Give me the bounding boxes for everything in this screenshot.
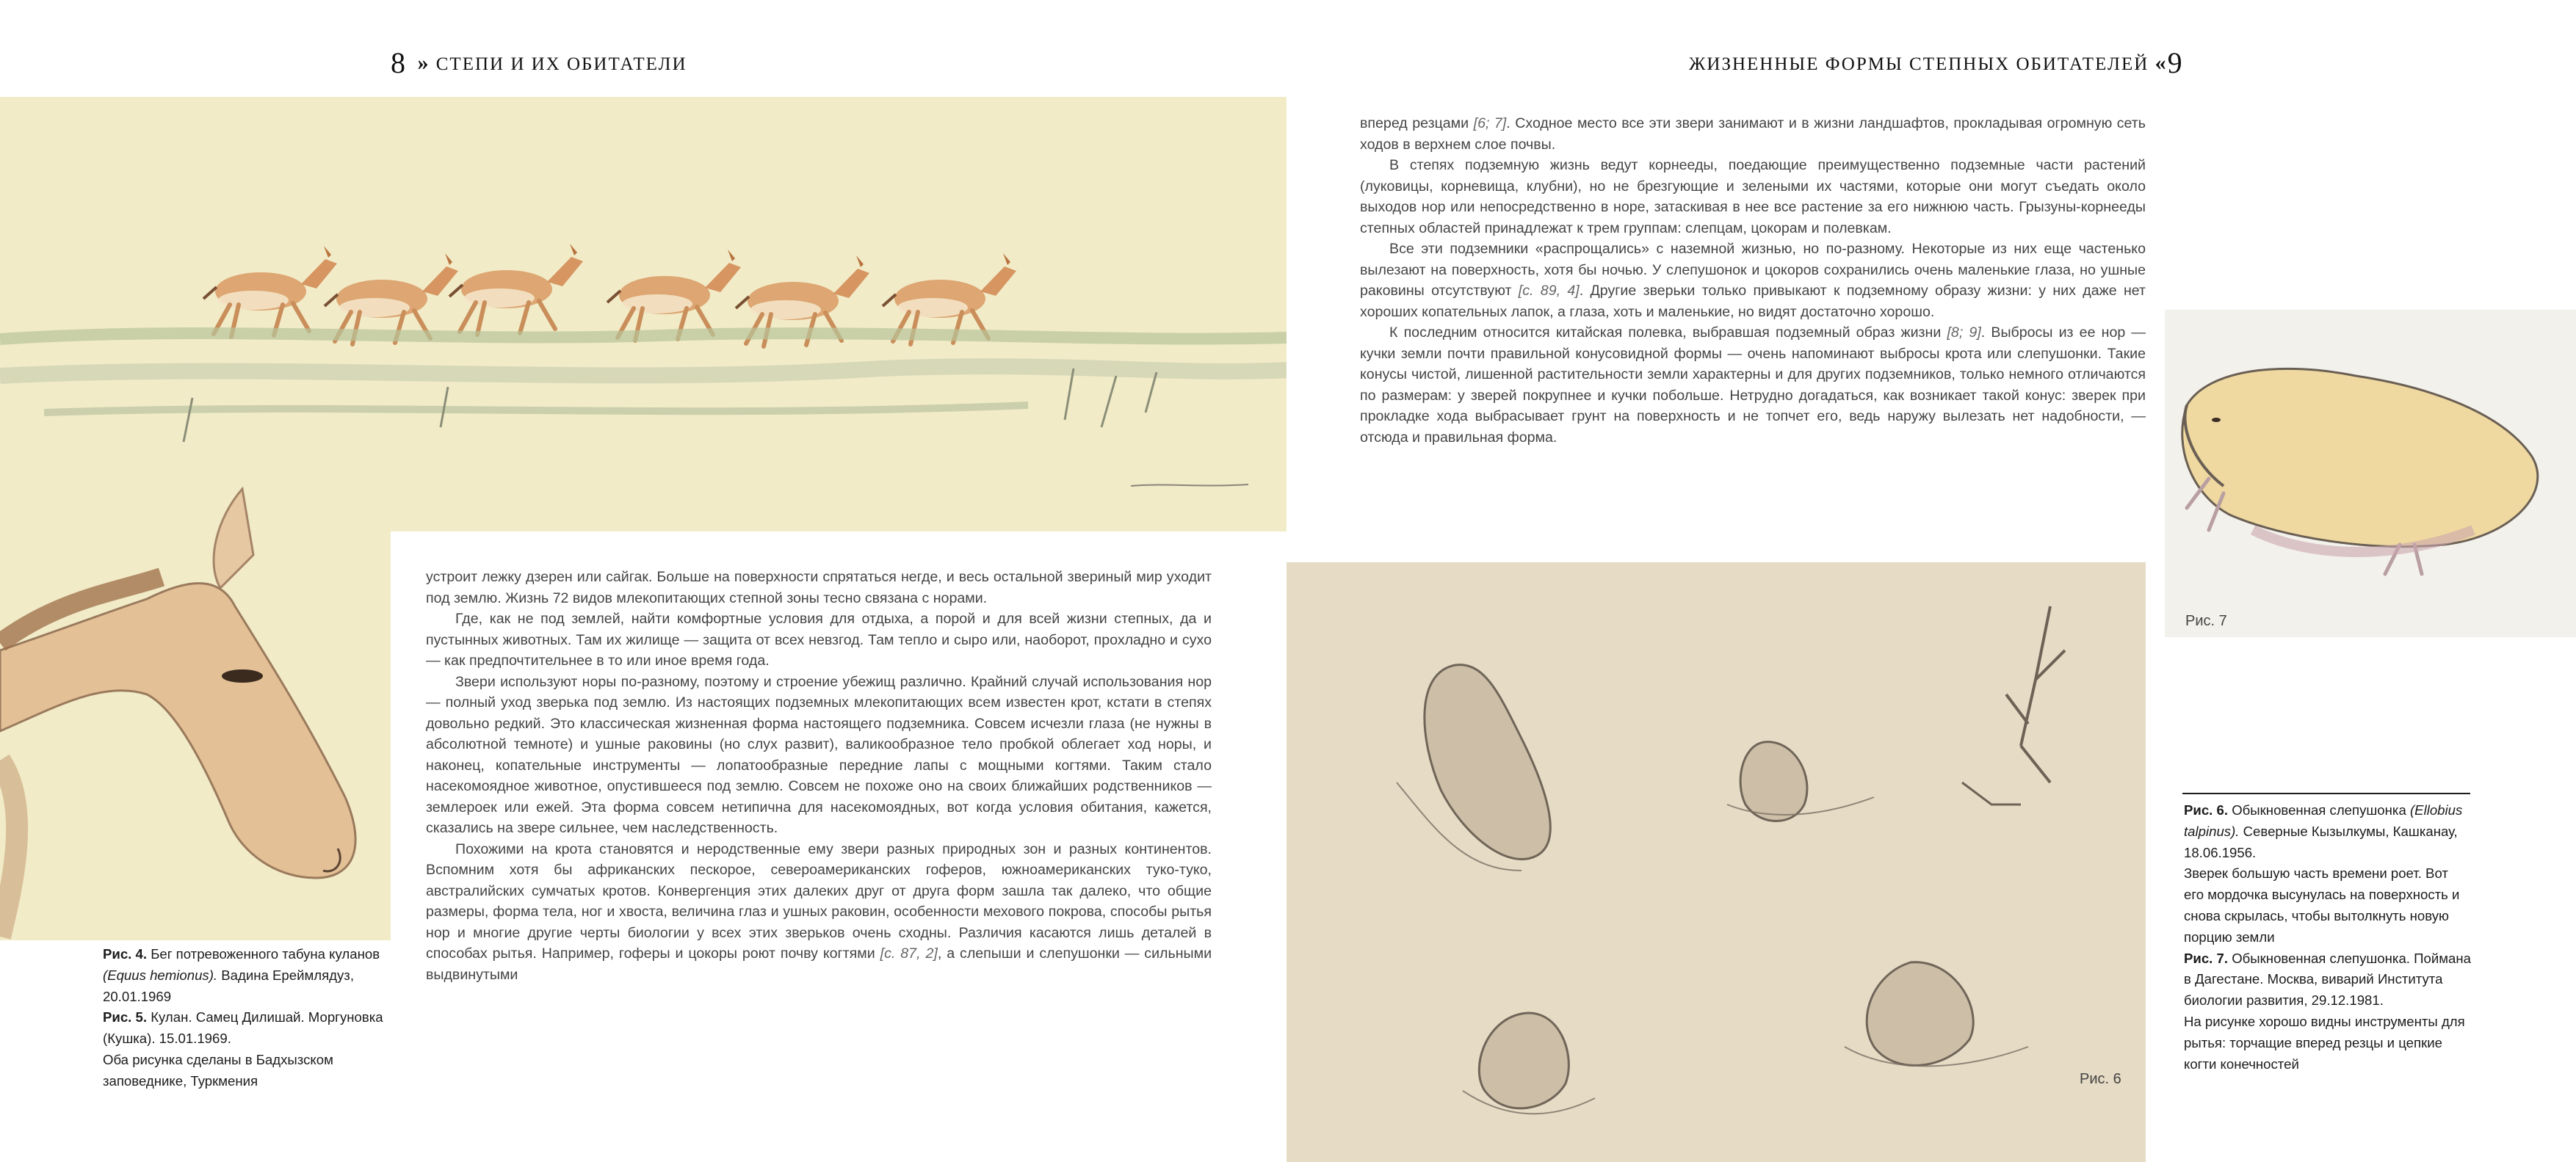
paragraph-text: Все эти подземники «распрощались» с наземной жизнью, но по-разному. Некоторые из них еще частенько вылезают на поверхность, хотя бы ночью. У слепушонок и цокоров сохранились очень маленькие глаза, но ушные раковины отсутствуют [1360, 241, 2146, 299]
paragraph-text: К последним относится китайская полевка, выбравшая подземный образ жизни [1389, 324, 1942, 341]
fig7-tag: Рис. 7 [2185, 613, 2227, 629]
fig6-place: Северные Кызылкумы, Кашканау, 18.06.1956. [2184, 823, 2458, 860]
fig4-place: Вадина Ереймлядуз, 20.01.1969 [103, 967, 354, 1004]
kulan-head-illustration [0, 467, 391, 940]
fig4-latin: (Equus hemionus). [103, 967, 218, 983]
paragraph-text: . Другие зверьки только привыкают к подземному образу жизни: у них даже нет хороших копательных лапок, а глаза, хоть и маленькие, но видят достаточно хорошо. [1360, 283, 2146, 320]
chevron-left-icon: « [2154, 51, 2168, 75]
fig7-caption [2184, 948, 2472, 1012]
kulan-head-drawing [0, 467, 391, 940]
paragraph: Звери используют норы по-разному, поэтому и строение убежищ различно. Крайний случай использования нор — полный уход зверька под землю. Из настоящих подземных млекопитающих всем известен крот, кстати в степях довольно редкий. Это классическая жизненная форма настоящего подземника. Совсем исчезли глаза (не нужны в абсолютной темноте) и ушные раковины (но слух развит), валикообразное тело пробкой облегает ход норы, и наконец, копательные инструменты — лопатообразные передние лапы с мощными когтями. Таким стало насекомоядное животное, опустившееся под землю. Совсем не похоже оно на своих ближайших родственников — землероек или ежей. Эта форма совсем нетипична для насекомоядных, вот когда условия обитания, кажется, сказались на звере сильнее, чем наследственность. [426, 673, 1212, 836]
fig6-tag: Рис. 6 [2080, 1071, 2121, 1087]
figure-reference: [с. 89, 4] [1518, 283, 1580, 299]
paragraph-text: , а слепыши и слепушонки — сильными выдвинутыми [426, 945, 1212, 983]
figure-reference: [8; 9] [1947, 324, 1981, 341]
right-page-number: 9 [2167, 46, 2182, 79]
fig4-text: Бег потревоженного табуна куланов [151, 946, 380, 962]
right-section-title: ЖИЗНЕННЫЕ ФОРМЫ СТЕПНЫХ ОБИТАТЕЛЕЙ [1689, 54, 2149, 74]
caption-divider [2182, 793, 2470, 794]
left-page-number: 8 [391, 46, 405, 79]
paragraph-text: Похожими на крота становятся и неродственные ему звери разных природных зон и разных континентов. Вспомним хотя бы африканских пескорое, североамериканских гоферов, южноамериканских туко-туко, австралийских сумчатых кротов. Конвергенция этих далеких друг от друга форм зашла так далеко, что общие размеры, форма тела, ног и хвоста, величина глаз и ушных раковин, особенности мехового покрова, способы рытья нор и многие другие черты биологии у всех этих зверьков очень сходны. Различия касаются лишь деталей в способах рытья. Например, гоферы и цокоры роют почву когтями [426, 840, 1212, 962]
fig5-text: Кулан. Самец Дилишай. Моргуновка (Кушка). 15.01.1969. [103, 1009, 383, 1047]
fig5-label: Рис. 5. [103, 1009, 148, 1025]
figure-reference: [6; 7] [1473, 115, 1507, 131]
fig5-caption [103, 1007, 395, 1050]
fig6-label: Рис. 6. [2184, 802, 2229, 818]
left-section-title: СТЕПИ И ИХ ОБИТАТЕЛИ [435, 54, 687, 74]
figure-reference: [с. 87, 2] [880, 945, 938, 962]
left-running-head [391, 46, 687, 80]
paragraph: В степях подземную жизнь ведут корнееды, поедающие преимущественно подземные части растений (луковицы, корневища, клубни), но не брезгующие и зелеными их частями, которые они могут съедать около выходов нор или непосредственно в норе, затаскивая в нее все растение за его нижнюю часть. Грызуны-корнееды степных областей принадлежат к трем группам: слепцам, цокорам и полевкам. [1360, 157, 2146, 236]
right-running-head [1689, 46, 2182, 80]
fig7-description: На рисунке хорошо видны инструменты для рытья: торчащие вперед резцы и цепкие когти конечностей [2184, 1013, 2465, 1072]
left-figure-caption [103, 944, 395, 1092]
left-body-text [426, 567, 1212, 985]
paragraph [1360, 113, 2146, 155]
fig7-label: Рис. 7. [2184, 950, 2229, 966]
fig6-text: Обыкновенная слепушонка [2232, 802, 2406, 818]
fig6-caption [2184, 800, 2472, 863]
paragraph [426, 839, 1212, 986]
fig7-text: Обыкновенная слепушонка. Поймана в Дагестане. Москва, виварий Института биологии развития, 29.12.1981. [2184, 950, 2471, 1009]
mole-vole-sketches-illustration [1287, 562, 2146, 1162]
fig6-latin: (Ellobius talpinus). [2184, 802, 2463, 839]
mole-vole-illustration [2165, 310, 2576, 637]
right-body-text [1360, 113, 2146, 448]
paragraph [1360, 322, 2146, 448]
figures-note: Оба рисунка сделаны в Бадхызском заповеднике, Туркмения [103, 1051, 333, 1089]
paragraph-text: . Выбросы из ее нор — кучки земли почти правильной конусовидной формы — очень напоминают выбросы крота или слепушонки. Такие конусы чистой, лишенной растительности земли характерны и для других подземников, только немного отличаются по размерам: у зверей покрупнее и кучки побольше. Нетрудно догадаться, как возникает такой конус: зверек при прокладке хода выбрасывает грунт на поверхность и не топчет его, ведь наружу вылезать нет надобности, — отсюда и правильная форма. [1360, 324, 2146, 446]
paragraph: устроит лежку дзерен или сайгак. Больше на поверхности спрятаться негде, и весь остальной звериный мир уходит под землю. Жизнь 72 видов млекопитающих степной зоны тесно связана с норами. [426, 569, 1212, 606]
paragraph [1360, 239, 2146, 322]
paragraph: Где, как не под землей, найти комфортные условия для отдыха, а порой и для всей жизни степных, да и пустынных животных. Там их жилище — защита от всех невзгод. Там тепло и сыро или, наоборот, прохладно и сухо — как предпочтительнее в то или иное время года. [426, 611, 1212, 669]
fig4-caption [103, 944, 395, 1007]
paragraph-text: вперед резцами [1360, 115, 1469, 131]
fig6-description: Зверек большую часть времени роет. Вот его мордочка высунулась на поверхность и снова скрылась, чтобы вытолкнуть новую порцию земли [2184, 865, 2460, 945]
mole-vole-drawing [2165, 310, 2576, 637]
chevron-right-icon: » [417, 51, 430, 75]
right-figure-caption [2184, 800, 2472, 1075]
paragraph-text: . Сходное место все эти звери занимают и в жизни ландшафтов, прокладывая огромную сеть ходов в верхнем слое почвы. [1360, 115, 2146, 153]
mole-vole-sketches-drawing [1287, 562, 2146, 1162]
fig4-label: Рис. 4. [103, 946, 148, 962]
